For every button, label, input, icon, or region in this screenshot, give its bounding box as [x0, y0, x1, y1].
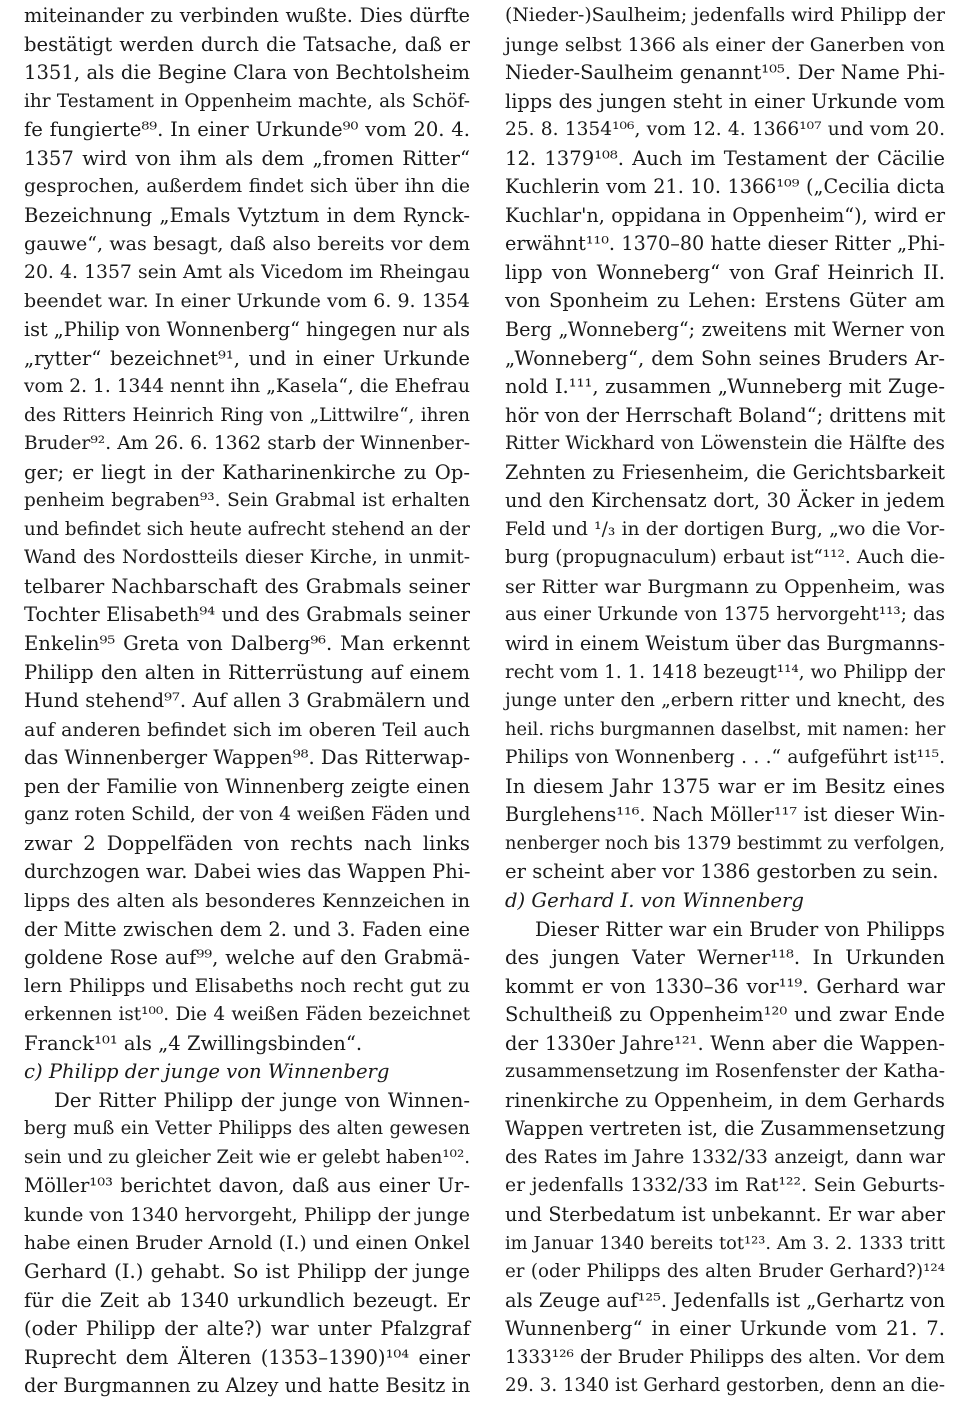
text-line: 1333¹²⁶ der Bruder Philipps des alten. Vor dem — [505, 1346, 945, 1368]
text-line: des Ritters Heinrich Ring von „Littwilre“, ihren — [24, 404, 470, 426]
text-line: vom 2. 1. 1344 nennt ihn „Kasela“, die Ehefrau — [24, 376, 470, 398]
text-line: Bezeichnung „Emals Vytztum in dem Rynck- — [24, 203, 470, 227]
text-line: Möller¹⁰³ berichtet davon, daß aus einer Ur- — [24, 1174, 470, 1198]
text-line: kommt er von 1330–36 vor¹¹⁹. Gerhard war — [505, 974, 945, 998]
text-line: hör von der Herrschaft Boland“; drittens mit — [505, 403, 946, 427]
text-line: er jedenfalls 1332/33 im Rat¹²². Sein Geburts- — [505, 1175, 945, 1197]
text-line: Zehnten zu Friesenheim, die Gerichtsbarkeit — [505, 460, 945, 484]
text-line: Burglehens¹¹⁶. Nach Möller¹¹⁷ ist dieser Win- — [505, 803, 945, 827]
text-line: habe einen Bruder Arnold (I.) und einen Onkel — [24, 1232, 470, 1254]
text-line: Dieser Ritter war ein Bruder von Philipps — [535, 917, 945, 941]
text-line: lipps des alten als besonderes Kennzeichen in — [24, 889, 470, 912]
text-line: und den Kirchensatz dort, 30 Äcker in jedem — [505, 489, 945, 513]
text-line: als Zeuge auf¹²⁵. Jedenfalls ist „Gerhartz von — [505, 1288, 946, 1312]
text-line: berg muß ein Vetter Philipps des alten gewesen — [24, 1118, 470, 1140]
text-line: er (oder Philipps des alten Bruder Gerhard?)¹²⁴ — [505, 1261, 945, 1283]
text-line: Wand des Nordostteils dieser Kirche, in unmit- — [24, 547, 470, 569]
text-line: Ritter Wickhard von Löwenstein die Hälfte des — [505, 433, 945, 455]
text-line: des jungen Vater Werner¹¹⁸. In Urkunden — [505, 946, 945, 970]
right-column — [505, 2, 945, 1401]
text-line: nenberger noch bis 1379 bestimmt zu verfolgen, — [505, 832, 945, 854]
text-line: bestätigt werden durch die Tatsache, daß er — [24, 32, 470, 56]
text-line: ganz roten Schild, der von 4 weißen Fäden und — [24, 804, 471, 826]
text-line: aus einer Urkunde von 1375 hervorgeht¹¹³; das — [505, 604, 945, 626]
text-line: Tochter Elisabeth⁹⁴ und des Grabmals seiner — [24, 603, 470, 627]
text-line: Feld und ¹/₃ in der dortigen Burg, „wo die Vor- — [505, 518, 945, 540]
text-line: Enkelin⁹⁵ Greta von Dalberg⁹⁶. Man erkennt — [24, 632, 470, 656]
text-line: sein und zu gleicher Zeit wie er gelebt haben¹⁰². — [24, 1146, 471, 1168]
text-line: lipp von Wonneberg“ von Graf Heinrich II. — [505, 260, 945, 284]
text-line: junge selbst 1366 als einer der Ganerben von — [505, 33, 945, 56]
text-line: 12. 1379¹⁰⁸. Auch im Testament der Cäcilie — [505, 146, 945, 170]
text-line: und befindet sich heute aufrecht stehend an der — [24, 518, 470, 540]
text-line: junge unter den „erbern ritter und knecht, des — [505, 690, 945, 712]
section-heading: c) Philipp der junge von Winnenberg — [24, 1060, 390, 1084]
text-line: Berg „Wonneberg“; zweitens mit Werner von — [505, 318, 945, 342]
left-column — [24, 2, 470, 1401]
text-line: im Januar 1340 bereits tot¹²³. Am 3. 2. 1333 tritt — [505, 1232, 945, 1254]
text-line: der Mitte zwischen dem 2. und 3. Faden eine — [24, 917, 470, 941]
text-line: wird in einem Weistum über das Burgmanns- — [505, 632, 945, 656]
text-line: erkennen ist¹⁰⁰. Die 4 weißen Fäden bezeichnet — [24, 1004, 470, 1026]
text-line: lipps des jungen steht in einer Urkunde vom — [505, 89, 945, 113]
text-line: Bruder⁹². Am 26. 6. 1362 starb der Winnenber- — [24, 433, 470, 455]
text-line: telbarer Nachbarschaft des Grabmals seiner — [24, 574, 470, 598]
text-line: rinenkirche zu Oppenheim, in dem Gerhards — [505, 1088, 945, 1112]
text-line: recht vom 1. 1. 1418 bezeugt¹¹⁴, wo Philipp der — [505, 661, 945, 683]
text-line: (oder Philipp der alte?) war unter Pfalzgraf — [24, 1317, 470, 1341]
text-line: ist „Philip von Wonnenberg“ hingegen nur als — [24, 318, 471, 342]
text-line: der Burgmannen zu Alzey und hatte Besitz in — [24, 1374, 471, 1398]
text-line: zwar 2 Doppelfäden von rechts nach links — [24, 831, 470, 855]
text-line: Kuchlar'n, oppidana in Oppenheim“), wird er — [505, 203, 945, 227]
text-line: (Nieder-)Saulheim; jedenfalls wird Philipp der — [505, 5, 946, 26]
text-line: gauwe“, was besagt, daß also bereits vor dem — [24, 233, 470, 256]
text-line: für die Zeit ab 1340 urkundlich bezeugt. Er — [24, 1288, 470, 1312]
text-line: ger; er liegt in der Katharinenkirche zu Op- — [24, 460, 470, 484]
text-line: nold I.¹¹¹, zusammen „Wunneberg mit Zuge- — [505, 375, 945, 399]
text-line: das Winnenberger Wappen⁹⁸. Das Ritterwap- — [24, 746, 470, 770]
text-line: lern Philipps und Elisabeths noch recht gut zu — [24, 975, 470, 997]
text-line: fe fungierte⁸⁹. In einer Urkunde⁹⁰ vom 20. 4. — [24, 118, 470, 142]
text-line: 29. 3. 1340 ist Gerhard gestorben, denn an die- — [505, 1375, 945, 1397]
text-line: erwähnt¹¹⁰. 1370–80 hatte dieser Ritter „Phi- — [505, 232, 945, 256]
text-line: beendet war. In einer Urkunde vom 6. 9. 1354 — [24, 290, 470, 313]
text-line: er scheint aber vor 1386 gestorben zu sein. — [505, 860, 939, 884]
text-line: „Wonneberg“, dem Sohn seines Bruders Ar- — [505, 346, 945, 370]
text-line: In diesem Jahr 1375 war er im Besitz eines — [505, 774, 945, 798]
text-line: penheim begraben⁹³. Sein Grabmal ist erhalten — [24, 490, 470, 512]
text-line: Philipp den alten in Ritterrüstung auf einem — [24, 660, 470, 684]
text-line: Franck¹⁰¹ als „4 Zwillingsbinden“. — [24, 1031, 363, 1055]
text-line: 25. 8. 1354¹⁰⁶, vom 12. 4. 1366¹⁰⁷ und vom 20. — [505, 119, 945, 141]
text-line: Schultheiß zu Oppenheim¹²⁰ und zwar Ende — [505, 1003, 945, 1027]
text-line: ser Ritter war Burgmann zu Oppenheim, was — [505, 575, 945, 598]
text-line: der 1330er Jahre¹²¹. Wenn aber die Wappen- — [505, 1031, 945, 1055]
text-line: Gerhard (I.) gehabt. So ist Philipp der junge — [24, 1260, 470, 1284]
text-line: „rytter“ bezeichnet⁹¹, und in einer Urkunde — [24, 346, 470, 370]
text-line: Wappen vertreten ist, die Zusammensetzung — [505, 1117, 946, 1141]
text-line: von Sponheim zu Lehen: Erstens Güter am — [505, 289, 945, 313]
text-line: Der Ritter Philipp der junge von Winnen- — [54, 1088, 470, 1112]
text-line: gesprochen, außerdem findet sich über ihn die — [24, 176, 470, 198]
text-line: 1351, als die Begine Clara von Bechtolsheim — [24, 61, 470, 85]
text-line: Ruprecht dem Älteren (1353–1390)¹⁰⁴ einer — [24, 1345, 470, 1369]
text-line: auf anderen befindet sich im oberen Teil auch — [24, 718, 470, 741]
text-line: zusammensetzung im Rosenfenster der Katha- — [505, 1061, 945, 1083]
text-line: Nieder-Saulheim genannt¹⁰⁵. Der Name Phi- — [505, 61, 945, 85]
section-heading: d) Gerhard I. von Winnenberg — [505, 888, 804, 912]
text-line: miteinander zu verbinden wußte. Dies dürfte — [24, 4, 470, 27]
text-line: Wunnenberg“ in einer Urkunde vom 21. 7. — [505, 1317, 945, 1341]
text-line: des Rates im Jahre 1332/33 anzeigt, dann war — [505, 1146, 945, 1168]
text-line: 1357 wird von ihm als dem „fromen Ritter“ — [24, 146, 470, 170]
text-line: Hund stehend⁹⁷. Auf allen 3 Grabmälern und — [24, 689, 470, 713]
text-line: kunde von 1340 hervorgeht, Philipp der junge — [24, 1203, 470, 1226]
text-line: burg (propugnaculum) erbaut ist“¹¹². Auch die- — [505, 547, 945, 569]
text-line: goldene Rose auf⁹⁹, welche auf den Grabmä- — [24, 946, 470, 970]
text-line: heil. richs burgmannen daselbst, mit namen: her — [505, 718, 946, 740]
text-line: und Sterbedatum ist unbekannt. Er war aber — [505, 1202, 945, 1226]
text-line: Kuchlerin vom 21. 10. 1366¹⁰⁹ („Cecilia dicta — [505, 175, 945, 199]
text-line: Philips von Wonnenberg . . .“ aufgeführt ist¹¹⁵. — [505, 747, 945, 769]
text-line: ihr Testament in Oppenheim machte, als Schöf- — [24, 90, 470, 112]
text-line: pen der Familie von Winnenberg zeigte einen — [24, 774, 470, 798]
text-line: durchzogen war. Dabei wies das Wappen Phi- — [24, 860, 471, 884]
text-line: 20. 4. 1357 sein Amt als Vicedom im Rheingau — [24, 261, 470, 283]
